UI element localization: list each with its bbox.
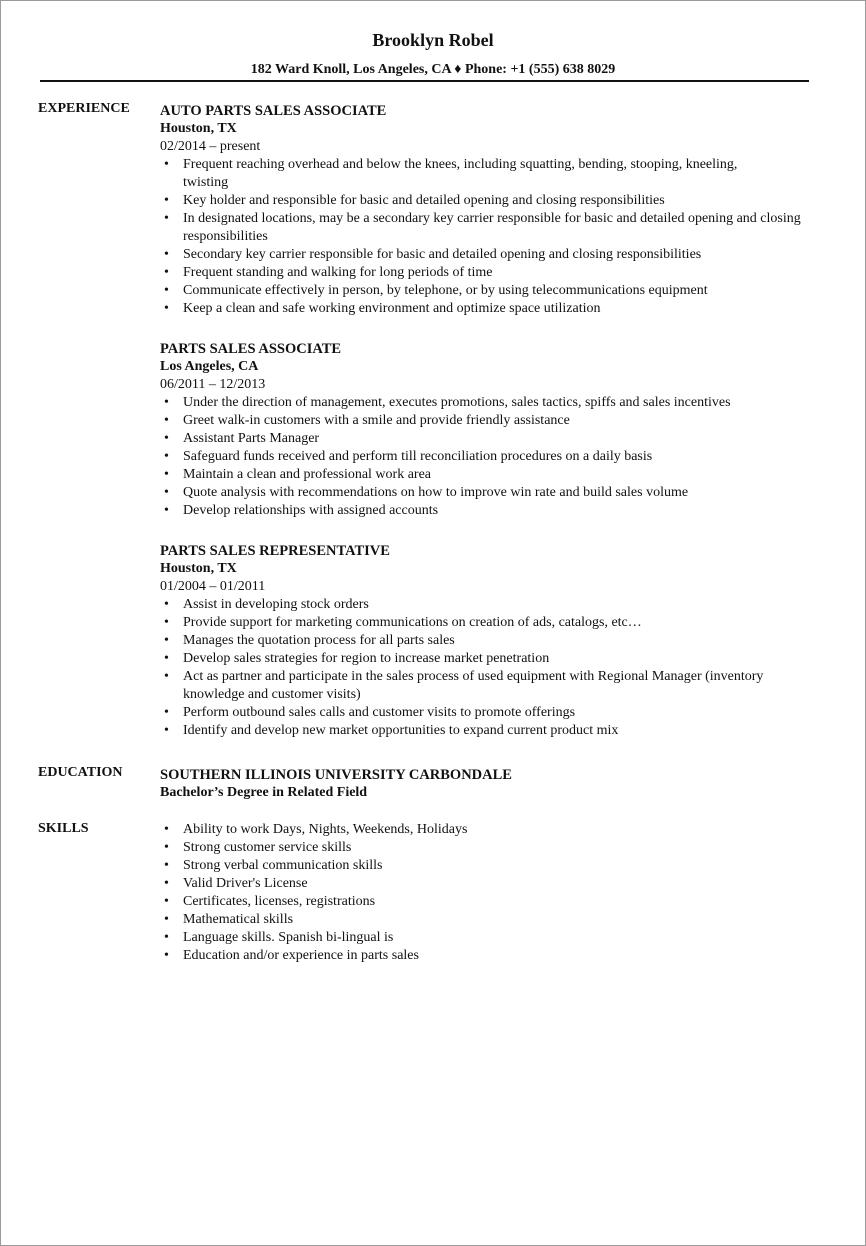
school-name: SOUTHERN ILLINOIS UNIVERSITY CARBONDALE	[160, 767, 512, 783]
list-item: • Under the direction of management, executes promotions, sales tactics, spiffs and sales incentives	[164, 395, 731, 410]
job-dates: 02/2014 – present	[160, 139, 261, 154]
degree: Bachelor’s Degree in Related Field	[160, 785, 368, 800]
list-item: • Valid Driver's License	[164, 876, 308, 891]
list-item: • Identify and develop new market opportunities to expand current product mix	[164, 723, 619, 738]
list-item: • Language skills. Spanish bi-lingual is	[164, 930, 394, 945]
list-item: • Ability to work Days, Nights, Weekends, Holidays	[164, 822, 468, 837]
list-item: • Perform outbound sales calls and customer visits to promote offerings	[164, 705, 576, 720]
contact-line: 182 Ward Knoll, Los Angeles, CA ♦ Phone: +1 (555) 638 8029	[250, 62, 616, 77]
list-item: • Key holder and responsible for basic and detailed opening and closing responsibilities	[164, 193, 665, 208]
job-bullets	[160, 394, 810, 520]
job-entry	[160, 102, 810, 318]
skills-list	[160, 821, 810, 965]
job-entry	[160, 340, 810, 520]
list-item: • Develop relationships with assigned accounts	[164, 503, 439, 518]
list-item: • Act as partner and participate in the sales process of used equipment with Regional Manager (inventory knowledge and customer visits)	[164, 669, 764, 702]
list-item: • Strong verbal communication skills	[164, 858, 383, 873]
list-item: • Assist in developing stock orders	[164, 597, 369, 612]
list-item: • Secondary key carrier responsible for basic and detailed opening and closing responsibilities	[164, 247, 702, 262]
list-item: • Keep a clean and safe working environment and optimize space utilization	[164, 301, 601, 316]
list-item: • Develop sales strategies for region to increase market penetration	[164, 651, 550, 666]
list-item: • Education and/or experience in parts sales	[164, 948, 419, 963]
list-item: • Strong customer service skills	[164, 840, 352, 855]
list-item: • Manages the quotation process for all parts sales	[164, 633, 455, 648]
list-item: • Assistant Parts Manager	[164, 431, 320, 446]
job-location: Houston, TX	[160, 121, 237, 136]
education-entry	[160, 766, 810, 802]
list-item: • In designated locations, may be a secondary key carrier responsible for basic and detailed opening and closing responsibilities	[164, 211, 801, 244]
list-item: • Communicate effectively in person, by telephone, or by using telecommunications equipment	[164, 283, 708, 298]
list-item: • Certificates, licenses, registrations	[164, 894, 376, 909]
section-label-education: EDUCATION	[38, 765, 123, 780]
list-item: • Mathematical skills	[164, 912, 294, 927]
job-bullets	[160, 156, 810, 318]
job-location: Los Angeles, CA	[160, 359, 259, 374]
job-title: PARTS SALES ASSOCIATE	[160, 341, 342, 357]
list-item: • Quote analysis with recommendations on how to improve win rate and build sales volume	[164, 485, 689, 500]
job-title: AUTO PARTS SALES ASSOCIATE	[160, 103, 387, 119]
list-item: • Greet walk-in customers with a smile and provide friendly assistance	[164, 413, 570, 428]
list-item: • Maintain a clean and professional work area	[164, 467, 432, 482]
job-dates: 01/2004 – 01/2011	[160, 579, 266, 594]
candidate-name: Brooklyn Robel	[372, 30, 494, 50]
list-item: • Provide support for marketing communications on creation of ads, catalogs, etc…	[164, 615, 642, 630]
job-title: PARTS SALES REPRESENTATIVE	[160, 543, 390, 559]
list-item: • Frequent reaching overhead and below the knees, including squatting, bending, stooping, kneeling, twisting	[164, 157, 738, 190]
job-bullets	[160, 596, 810, 740]
list-item: • Safeguard funds received and perform till reconciliation procedures on a daily basis	[164, 449, 653, 464]
section-label-skills: SKILLS	[38, 821, 89, 836]
job-entry	[160, 542, 810, 740]
job-location: Houston, TX	[160, 561, 237, 576]
job-dates: 06/2011 – 12/2013	[160, 377, 266, 392]
header-divider	[40, 80, 809, 82]
section-label-experience: EXPERIENCE	[38, 101, 130, 116]
list-item: • Frequent standing and walking for long periods of time	[164, 265, 493, 280]
